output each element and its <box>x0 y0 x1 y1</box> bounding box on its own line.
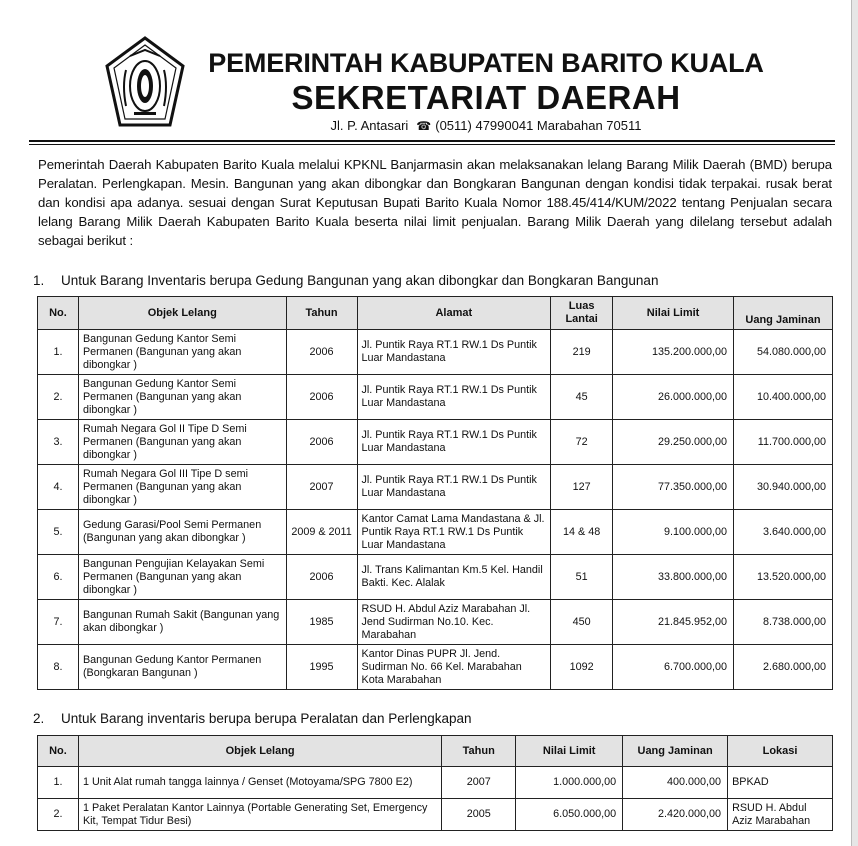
cell-deposit: 2.420.000,00 <box>623 799 728 831</box>
cell-limit-value: 6.700.000,00 <box>613 645 734 690</box>
cell-no: 5. <box>38 510 79 555</box>
table-header-row <box>38 297 833 330</box>
cell-deposit: 11.700.000,00 <box>734 420 833 465</box>
cell-year: 2007 <box>442 767 516 799</box>
cell-floor-area: 14 & 48 <box>551 510 613 555</box>
cell-address: RSUD H. Abdul Aziz Marabahan Jl. Jend Sudirman No.10. Kec. Marabahan <box>357 600 551 645</box>
secretariat-title: SEKRETARIAT DAERAH <box>291 79 681 116</box>
table-row <box>38 645 833 690</box>
cell-no: 7. <box>38 600 79 645</box>
cell-deposit: 10.400.000,00 <box>734 375 833 420</box>
cell-address: Jl. Puntik Raya RT.1 RW.1 Ds Puntik Luar Mandastana <box>357 375 551 420</box>
cell-address: Jl. Puntik Raya RT.1 RW.1 Ds Puntik Luar Mandastana <box>357 465 551 510</box>
cell-address: Kantor Dinas PUPR Jl. Jend. Sudirman No. 66 Kel. Marabahan Kota Marabahan <box>357 645 551 690</box>
cell-floor-area: 72 <box>551 420 613 465</box>
table-row <box>38 799 833 831</box>
address-line <box>186 118 786 134</box>
header-object: Objek Lelang <box>78 297 286 330</box>
cell-limit-value: 1.000.000,00 <box>516 767 623 799</box>
cell-object: Bangunan Gedung Kantor Semi Permanen (Bangunan yang akan dibongkar ) <box>78 375 286 420</box>
cell-deposit: 13.520.000,00 <box>734 555 833 600</box>
cell-floor-area: 1092 <box>551 645 613 690</box>
table-row <box>38 420 833 465</box>
header-divider-thick <box>29 140 835 142</box>
regency-emblem-logo <box>104 36 186 128</box>
page-edge <box>851 0 858 846</box>
cell-object: 1 Unit Alat rumah tangga lainnya / Genset (Motoyama/SPG 7800 E2) <box>78 767 441 799</box>
cell-address: Jl. Puntik Raya RT.1 RW.1 Ds Puntik Luar Mandastana <box>357 330 551 375</box>
section-1-heading <box>33 273 658 289</box>
cell-deposit: 400.000,00 <box>623 767 728 799</box>
header-divider-thin <box>29 144 835 145</box>
cell-year: 2007 <box>286 465 357 510</box>
cell-floor-area: 450 <box>551 600 613 645</box>
cell-address: Jl. Puntik Raya RT.1 RW.1 Ds Puntik Luar Mandastana <box>357 420 551 465</box>
cell-year: 2009 & 2011 <box>286 510 357 555</box>
cell-limit-value: 6.050.000,00 <box>516 799 623 831</box>
cell-object: Gedung Garasi/Pool Semi Permanen (Bangunan yang akan dibongkar ) <box>78 510 286 555</box>
cell-no: 3. <box>38 420 79 465</box>
cell-object: Bangunan Rumah Sakit (Bangunan yang akan dibongkar ) <box>78 600 286 645</box>
cell-limit-value: 77.350.000,00 <box>613 465 734 510</box>
cell-limit-value: 29.250.000,00 <box>613 420 734 465</box>
header-floor-area: Luas Lantai <box>551 297 613 330</box>
cell-limit-value: 21.845.952,00 <box>613 600 734 645</box>
cell-deposit: 30.940.000,00 <box>734 465 833 510</box>
cell-year: 2006 <box>286 420 357 465</box>
cell-object: Bangunan Gedung Kantor Semi Permanen (Bangunan yang akan dibongkar ) <box>78 330 286 375</box>
cell-deposit: 3.640.000,00 <box>734 510 833 555</box>
cell-location: BPKAD <box>728 767 833 799</box>
cell-no: 1. <box>38 767 79 799</box>
government-title: PEMERINTAH KABUPATEN BARITO KUALA <box>208 48 764 78</box>
header-location: Lokasi <box>728 736 833 767</box>
cell-deposit: 2.680.000,00 <box>734 645 833 690</box>
cell-year: 2006 <box>286 555 357 600</box>
cell-deposit: 54.080.000,00 <box>734 330 833 375</box>
cell-object: Rumah Negara Gol III Tipe D semi Permanen (Bangunan yang akan dibongkar ) <box>78 465 286 510</box>
section-2-title: Untuk Barang inventaris berupa berupa Peralatan dan Perlengkapan <box>61 711 472 726</box>
table-row <box>38 375 833 420</box>
equipment-auction-table <box>37 735 833 831</box>
intro-paragraph: Pemerintah Daerah Kabupaten Barito Kuala melalui KPKNL Banjarmasin akan melaksanakan lelang Barang Milik Daerah (BMD) berupa Peralatan. Perlengkapan. Mesin. Bangunan yang akan dibongkar dan Bongkaran Bangunan dengan kondisi tidak terpakai. rusak berat dan kondisi apa adanya. sesuai dengan Surat Keputusan Bupati Barito Kuala Nomor 188.45/414/KUM/2022 tentang Penjualan secara lelang Barang Milik Daerah Kabupaten Barito Kuala beserta nilai limit penjualan. Barang Milik Daerah yang dilelang tersebut adalah sebagai berikut : <box>38 157 832 248</box>
section-2-number: 2. <box>33 711 45 726</box>
cell-limit-value: 135.200.000,00 <box>613 330 734 375</box>
header-address: Alamat <box>357 297 551 330</box>
phone-number: (0511) 47990041 Marabahan 70511 <box>435 118 642 133</box>
section-2-heading <box>33 711 472 727</box>
table-header-row <box>38 736 833 767</box>
table-row <box>38 330 833 375</box>
cell-floor-area: 45 <box>551 375 613 420</box>
street-address: Jl. P. Antasari <box>330 118 409 133</box>
header-no: No. <box>38 736 79 767</box>
cell-limit-value: 33.800.000,00 <box>613 555 734 600</box>
cell-no: 1. <box>38 330 79 375</box>
telephone-icon: ☎ <box>416 119 432 133</box>
cell-no: 2. <box>38 375 79 420</box>
cell-no: 6. <box>38 555 79 600</box>
cell-object: Bangunan Pengujian Kelayakan Semi Permanen (Bangunan yang akan dibongkar ) <box>78 555 286 600</box>
header-limit-value: Nilai Limit <box>516 736 623 767</box>
cell-object: Bangunan Gedung Kantor Permanen (Bongkaran Bangunan ) <box>78 645 286 690</box>
cell-limit-value: 26.000.000,00 <box>613 375 734 420</box>
cell-floor-area: 219 <box>551 330 613 375</box>
cell-location: RSUD H. Abdul Aziz Marabahan <box>728 799 833 831</box>
header-year: Tahun <box>442 736 516 767</box>
cell-no: 2. <box>38 799 79 831</box>
cell-object: 1 Paket Peralatan Kantor Lainnya (Portable Generating Set, Emergency Kit, Tempat Tidur Besi) <box>78 799 441 831</box>
cell-year: 1985 <box>286 600 357 645</box>
cell-limit-value: 9.100.000,00 <box>613 510 734 555</box>
cell-address: Jl. Trans Kalimantan Km.5 Kel. Handil Bakti. Kec. Alalak <box>357 555 551 600</box>
header-year: Tahun <box>286 297 357 330</box>
cell-year: 2006 <box>286 375 357 420</box>
building-auction-table <box>37 296 833 690</box>
cell-no: 8. <box>38 645 79 690</box>
cell-floor-area: 127 <box>551 465 613 510</box>
cell-no: 4. <box>38 465 79 510</box>
table-row <box>38 767 833 799</box>
cell-year: 1995 <box>286 645 357 690</box>
cell-floor-area: 51 <box>551 555 613 600</box>
section-1-number: 1. <box>33 273 45 288</box>
header-no: No. <box>38 297 79 330</box>
header-object: Objek Lelang <box>78 736 441 767</box>
cell-deposit: 8.738.000,00 <box>734 600 833 645</box>
header-limit-value: Nilai Limit <box>613 297 734 330</box>
table-row <box>38 465 833 510</box>
header-deposit: Uang Jaminan <box>623 736 728 767</box>
header-deposit: Uang Jaminan <box>734 297 833 330</box>
cell-year: 2005 <box>442 799 516 831</box>
cell-object: Rumah Negara Gol II Tipe D Semi Permanen (Bangunan yang akan dibongkar ) <box>78 420 286 465</box>
table-row <box>38 510 833 555</box>
table-row <box>38 600 833 645</box>
table-row <box>38 555 833 600</box>
cell-address: Kantor Camat Lama Mandastana & Jl. Puntik Raya RT.1 RW.1 Ds Puntik Luar Mandastana <box>357 510 551 555</box>
cell-year: 2006 <box>286 330 357 375</box>
section-1-title: Untuk Barang Inventaris berupa Gedung Bangunan yang akan dibongkar dan Bongkaran Bangunan <box>61 273 659 288</box>
